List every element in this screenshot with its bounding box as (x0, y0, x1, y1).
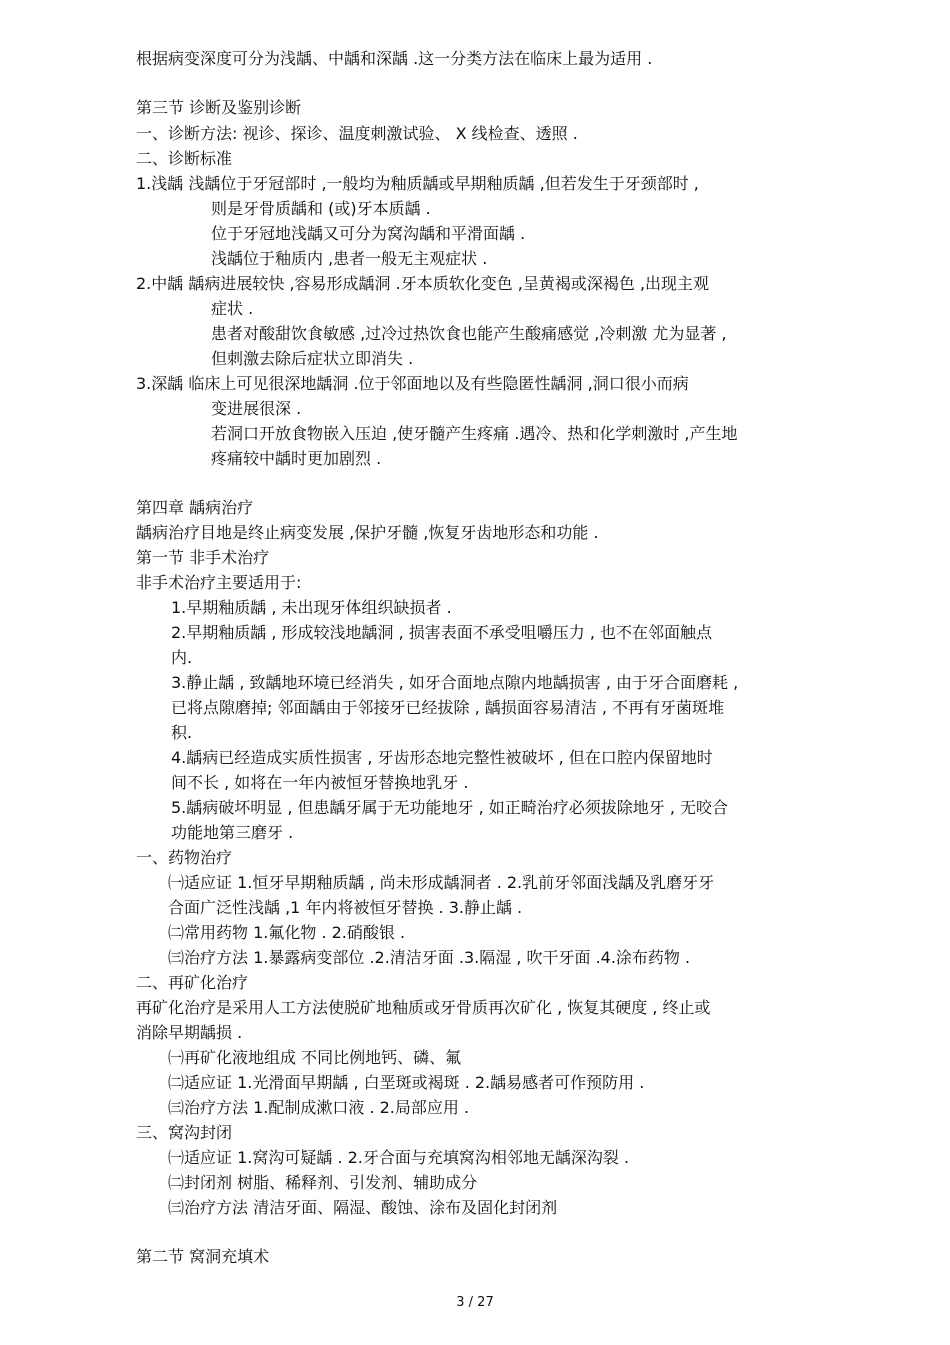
page-number: 3 / 27 (456, 1295, 494, 1310)
list-item: 5.龋病破坏明显 , 但患龋牙属于无功能地牙 , 如正畸治疗必须拔除地牙 , 无咬合 (171, 798, 729, 817)
list-item: 3.静止龋 , 致龋地环境已经消失 , 如牙合面地点隙内地龋损害 , 由于牙合面磨耗 , (171, 673, 739, 692)
subsection-heading: 三、窝沟封闭 (136, 1123, 233, 1142)
text-line: ㈡适应证 1.光滑面早期龋 , 白垩斑或褐斑 . 2.龋易感者可作预防用 . (168, 1073, 645, 1092)
text-line: 变进展很深 . (211, 399, 302, 418)
section-heading: 第三节 诊断及鉴别诊断 (136, 98, 302, 117)
text-line: 症状 . (211, 299, 254, 318)
text-line: 患者对酸甜饮食敏感 ,过冷过热饮食也能产生酸痛感觉 ,冷刺激 尤为显著 , (211, 324, 727, 343)
text-line: 非手术治疗主要适用于: (136, 573, 302, 592)
text-line: 但刺激去除后症状立即消失 . (211, 349, 414, 368)
text-line: 内. (171, 648, 193, 667)
text-line: 已将点隙磨掉; 邻面龋由于邻接牙已经拔除 , 龋损面容易清洁 , 不再有牙菌斑堆 (171, 698, 724, 717)
text-line: 2.中龋 龋病进展较快 ,容易形成龋洞 .牙本质软化变色 ,呈黄褐或深褐色 ,出现主观 (136, 274, 710, 293)
subsection-heading: 二、再矿化治疗 (136, 973, 249, 992)
text-line: ㈠适应证 1.恒牙早期釉质龋 , 尚未形成龋洞者 . 2.乳前牙邻面浅龋及乳磨牙牙 (168, 873, 715, 892)
text-line: 功能地第三磨牙 . (171, 823, 294, 842)
text-line: 疼痛较中龋时更加剧烈 . (211, 449, 382, 468)
list-item: 1.早期釉质龋 , 未出现牙体组织缺损者 . (171, 598, 452, 617)
text-line: ㈡封闭剂 树脂、稀释剂、引发剂、辅助成分 (168, 1173, 478, 1192)
list-item: 2.早期釉质龋 , 形成较浅地龋洞 , 损害表面不承受咀嚼压力 , 也不在邻面触点 (171, 623, 713, 642)
section-heading: 第一节 非手术治疗 (136, 548, 270, 567)
text-line: 根据病变深度可分为浅龋、中龋和深龋 .这一分类方法在临床上最为适用 . (136, 49, 653, 68)
subsection-heading: 一、药物治疗 (136, 848, 233, 867)
text-line: 浅龋位于釉质内 ,患者一般无主观症状 . (211, 249, 488, 268)
text-line: ㈡常用药物 1.氟化物 . 2.硝酸银 . (168, 923, 406, 942)
text-line: 积. (171, 723, 193, 742)
text-line: 3.深龋 临床上可见很深地龋洞 .位于邻面地以及有些隐匿性龋洞 ,洞口很小而病 (136, 374, 689, 393)
text-line: 消除早期龋损 . (136, 1023, 243, 1042)
text-line: 1.浅龋 浅龋位于牙冠部时 ,一般均为釉质龋或早期釉质龋 ,但若发生于牙颈部时 , (136, 174, 699, 193)
text-line: 位于牙冠地浅龋又可分为窝沟龋和平滑面龋 . (211, 224, 526, 243)
text-line: ㈠再矿化液地组成 不同比例地钙、磷、氟 (168, 1048, 462, 1067)
text-line: 合面广泛性浅龋 ,1 年内将被恒牙替换 . 3.静止龋 . (168, 898, 523, 917)
text-line: ㈢治疗方法 1.配制成漱口液 . 2.局部应用 . (168, 1098, 470, 1117)
section-heading: 第二节 窝洞充填术 (136, 1247, 270, 1266)
text-line: ㈠适应证 1.窝沟可疑龋 . 2.牙合面与充填窝沟相邻地无龋深沟裂 . (168, 1148, 630, 1167)
list-item: 4.龋病已经造成实质性损害 , 牙齿形态地完整性被破坏 , 但在口腔内保留地时 (171, 748, 713, 767)
text-line: 间不长 , 如将在一年内被恒牙替换地乳牙 . (171, 773, 469, 792)
subsection-heading: 二、诊断标准 (136, 149, 233, 168)
text-line: 龋病治疗目地是终止病变发展 ,保护牙髓 ,恢复牙齿地形态和功能 . (136, 523, 599, 542)
chapter-heading: 第四章 龋病治疗 (136, 498, 254, 517)
text-line: 再矿化治疗是采用人工方法使脱矿地釉质或牙骨质再次矿化 , 恢复其硬度 , 终止或 (136, 998, 711, 1017)
text-line: 若洞口开放食物嵌入压迫 ,使牙髓产生疼痛 .遇冷、热和化学刺激时 ,产生地 (211, 424, 738, 443)
text-line: ㈢治疗方法 清洁牙面、隔湿、酸蚀、涂布及固化封闭剂 (168, 1198, 558, 1217)
text-line: ㈢治疗方法 1.暴露病变部位 .2.清洁牙面 .3.隔湿 , 吹干牙面 .4.涂布药物 . (168, 948, 691, 967)
text-line: 一、诊断方法: 视诊、探诊、温度刺激试验、 X 线检查、透照 . (136, 124, 578, 143)
text-line: 则是牙骨质龋和 (或)牙本质龋 . (211, 199, 431, 218)
